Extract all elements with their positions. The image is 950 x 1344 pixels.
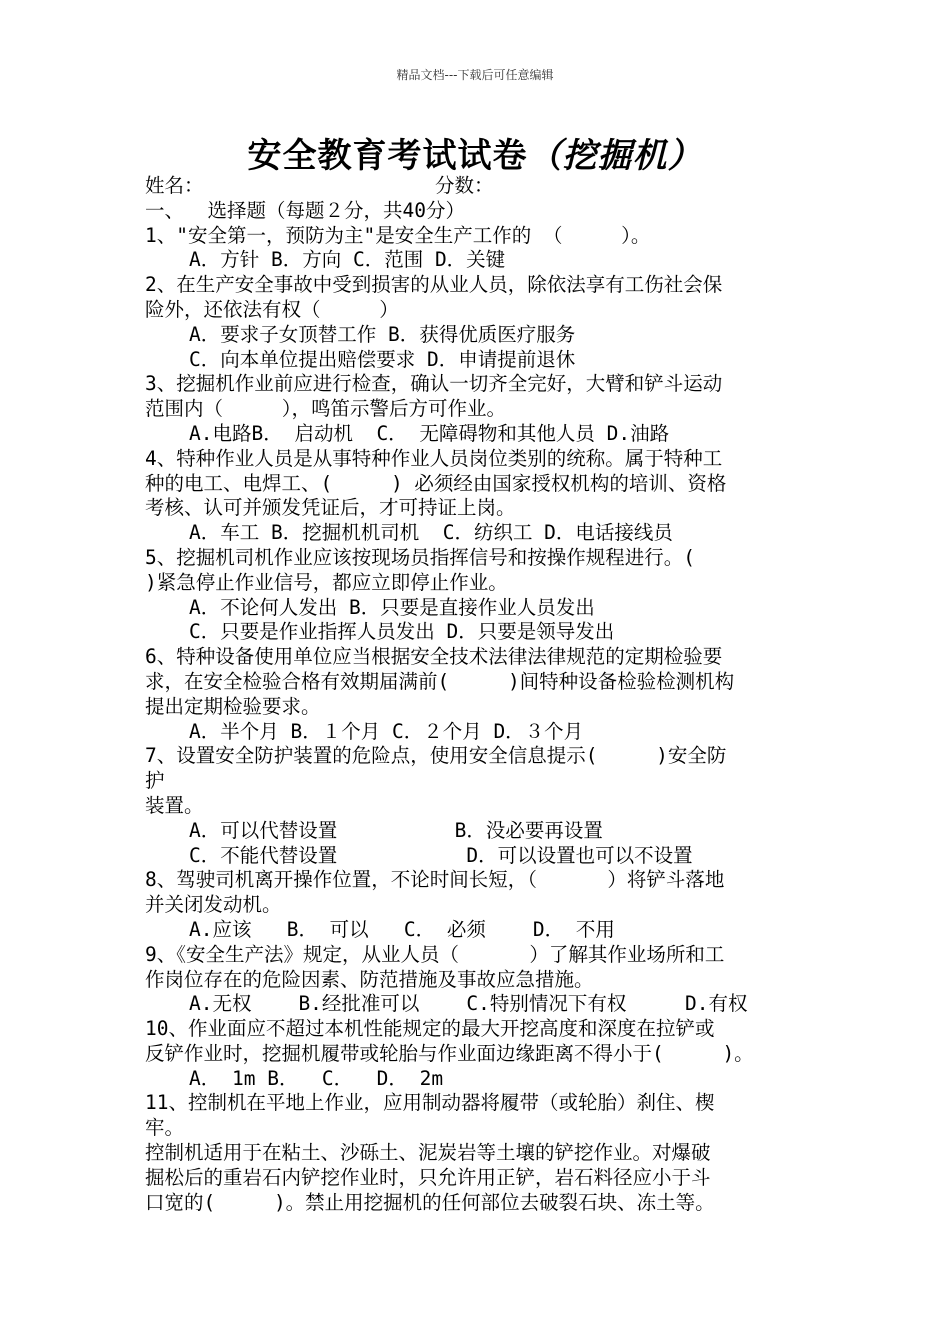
answer-options: A．方针 B．方向 C．范围 D．关键 [189,248,506,272]
answer-options: A．可以代替设置 B．没必要再设置 [189,818,603,842]
question-text-line: 提出定期检验要求。 [145,694,321,718]
question-4 [145,447,815,546]
question-text-line: 作岗位存在的危险因素、防范措施及事故应急措施。 [145,967,594,991]
title-main: 安全教育考试试卷 [247,136,528,176]
answer-options: A.无权 B.经批准可以 C.特别情况下有权 D.有权 [189,992,748,1016]
question-6 [145,645,815,744]
question-text-line: 7、设置安全防护装置的危险点，使用安全信息提示( )安全防 [145,744,727,768]
section-heading: 一、 选择题（每题２分，共40分） [145,198,465,222]
question-11 [145,1091,815,1215]
question-text-line: 5、挖掘机司机作业应该按现场员指挥信号和按操作规程进行。( [145,545,695,569]
question-text-line: 2、在生产安全事故中受到损害的从业人员，除依法享有工伤社会保 [145,273,723,297]
question-8 [145,868,815,942]
question-2 [145,273,815,372]
answer-options: A.电路B． 启动机 C． 无障碍物和其他人员 D.油路 [189,421,670,445]
question-text-line: 控制机适用于在粘土、沙砾土、泥炭岩等土壤的铲挖作业。对爆破 [145,1141,711,1165]
question-text-line: 牢。 [145,1116,185,1140]
answer-options: A．不论何人发出 B．只要是直接作业人员发出 [189,595,595,619]
question-text-line: 求，在安全检验合格有效期届满前( )间特种设备检验检测机构 [145,669,735,693]
question-9 [145,943,815,1017]
question-10 [145,1017,815,1091]
question-text-line: 8、驾驶司机离开操作位置，不论时间长短，（ ）将铲斗落地 [145,868,725,892]
question-list [145,224,815,1216]
question-text-line: 装置。 [145,793,204,817]
answer-options: C．不能代替设置 D．可以设置也可以不设置 [189,843,693,867]
exam-content [145,174,815,1215]
name-label: 姓名： [145,174,204,197]
question-text-line: 考核、认可并颁发凭证后，才可持证上岗。 [145,496,516,520]
question-text-line: 1、"安全第一，预防为主"是安全生产工作的 （ ）。 [145,223,651,247]
title-sub: （挖掘机） [527,136,703,176]
answer-options: A．要求子女顶替工作 B．获得优质医疗服务 [189,322,576,346]
question-text-line: 10、作业面应不超过本机性能规定的最大开挖高度和深度在拉铲或 [145,1017,715,1041]
question-text-line: 11、控制机在平地上作业，应用制动器将履带（或轮胎）刹住、楔 [145,1091,715,1115]
answer-options: A．半个月 B．１个月 C．２个月 D．３个月 [189,719,584,743]
header-note: 精品文档---下载后可任意编辑 [396,68,554,82]
question-text-line: )紧急停止作业信号，都应立即停止作业。 [145,570,508,594]
question-text-line: 掘松后的重岩石内铲挖作业时，只允许用正铲，岩石料径应小于斗 [145,1165,711,1189]
answer-options: C．向本单位提出赔偿要求 D．申请提前退休 [189,347,576,371]
question-3 [145,372,815,446]
answer-options: A． 1m B． C． D． 2m [189,1066,444,1090]
question-text-line: 护 [145,769,165,793]
question-1 [145,224,815,274]
question-text-line: 种的电工、电焊工、( ) 必须经由国家授权机构的培训、资格 [145,471,727,495]
question-text-line: 并关闭发动机。 [145,893,282,917]
answer-options: A．车工 B．挖掘机机司机 C．纺织工 D．电话接线员 [189,521,673,545]
answer-options: A.应该 B． 可以 C． 必须 D． 不用 [189,917,615,941]
question-text-line: 范围内（ ），鸣笛示警后方可作业。 [145,397,506,421]
question-text-line: 险外，还依法有权（ ） [145,297,399,321]
question-text-line: 6、特种设备使用单位应当根据安全技术法律法律规范的定期检验要 [145,645,723,669]
page-title [0,128,950,177]
question-5 [145,546,815,645]
question-7 [145,744,815,868]
score-label: 分数： [435,174,494,197]
answer-options: C．只要是作业指挥人员发出 D．只要是领导发出 [189,620,615,644]
info-row [145,174,815,199]
question-text-line: 反铲作业时，挖掘机履带或轮胎与作业面边缘距离不得小于( )。 [145,1041,754,1065]
question-text-line: 4、特种作业人员是从事特种作业人员岗位类别的统称。属于特种工 [145,446,723,470]
question-text-line: 口宽的( )。禁止用挖掘机的任何部位去破裂石块、冻土等。 [145,1190,715,1214]
question-text-line: 3、挖掘机作业前应进行检查，确认一切齐全完好，大臂和铲斗运动 [145,372,723,396]
question-text-line: 9、《安全生产法》规定，从业人员（ ）了解其作业场所和工 [145,942,725,966]
